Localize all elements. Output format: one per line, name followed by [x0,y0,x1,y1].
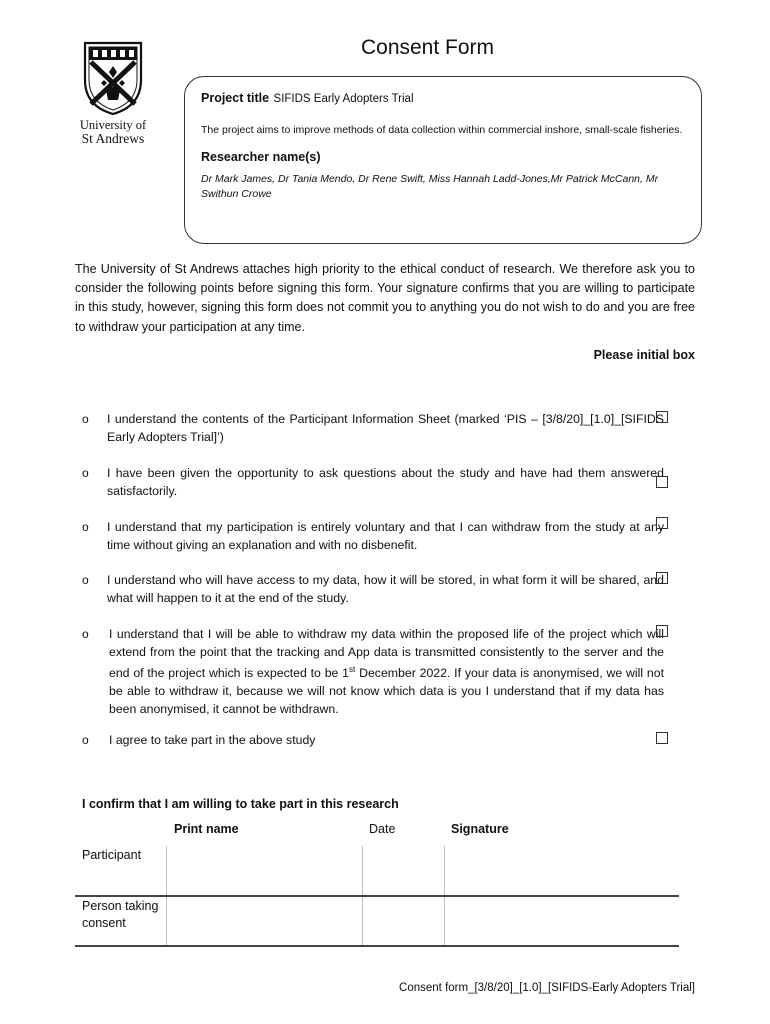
document-footer: Consent form_[3/8/20]_[1.0]_[SIFIDS-Early Adopters Trial] [399,982,695,994]
bullet-icon: o [82,466,89,480]
initial-checkbox[interactable] [656,572,668,584]
project-description: The project aims to improve methods of data collection within commercial inshore, small-scale fisheries. [201,124,683,136]
statement-text: I understand that my participation is entirely voluntary and that I can withdraw from the study at any time without giving an explanation and with no disbenefit. [107,520,664,552]
signature-field-participant-signature[interactable] [446,846,678,894]
intro-paragraph: The University of St Andrews attaches high priority to the ethical conduct of research. We therefore ask you to consider the following points before signing this form. Your signature confirms that you are willing to participate in this study, however, signing this form does not commit you to anything you do not wish to do and you are free to withdraw your participation at any time. [75,262,695,334]
project-title-value: SIFIDS Early Adopters Trial [273,93,414,105]
university-logo [74,40,154,146]
signature-field-participant-name[interactable] [168,846,361,894]
statement-text: I understand that I will be able to withdraw my data within the proposed life of the project which will extend from the point that the tracking and App data is transmitted consistently to the server and the end of the project which is expected to be 1st December 2022. If your data is anonymised, we will not be able to withdraw it, because we will not know which data is you I understand that if my data has been anonymised, it cannot be withdrawn. [109,627,664,717]
table-bottom-border [75,945,679,947]
initial-checkbox[interactable] [656,476,668,488]
consent-statement [82,410,664,446]
initial-checkbox[interactable] [656,625,668,637]
page-title: Consent Form [360,36,495,59]
signature-field-person-date[interactable] [364,897,443,944]
project-info-box [184,76,702,244]
university-crest-icon [82,40,144,116]
researcher-label: Researcher name(s) [201,150,321,164]
consent-statement [82,625,664,718]
confirm-heading: I confirm that I am willing to take part in this research [82,797,399,811]
bullet-icon: o [82,412,89,426]
researcher-names: Dr Mark James, Dr Tania Mendo, Dr Rene Swift, Miss Hannah Ladd-Jones,Mr Patrick McCann, Mr Swithun Crowe [201,173,659,200]
statement-text: I agree to take part in the above study [109,733,316,747]
row-label-person-taking-consent: Person taking consent [82,899,159,930]
consent-statement [82,518,664,554]
bullet-icon: o [82,573,89,587]
bullet-icon: o [82,627,89,641]
initial-checkbox[interactable] [656,517,668,529]
signature-field-person-signature[interactable] [446,897,678,944]
column-header-date: Date [369,822,396,836]
signature-field-person-name[interactable] [168,897,361,944]
column-header-print-name: Print name [174,822,239,836]
bullet-icon: o [82,520,89,534]
initial-box-label: Please initial box [593,348,695,362]
initial-checkbox[interactable] [656,732,668,744]
consent-statement [82,731,664,749]
initial-checkbox[interactable] [656,411,668,423]
consent-statement [82,571,664,607]
statement-text: I understand the contents of the Participant Information Sheet (marked ‘PIS – [3/8/20]_[1.0]_[SIFIDS Early Adopters Trial]’) [107,412,664,444]
statement-text: I understand who will have access to my data, how it will be stored, in what form it will be shared, and what will happen to it at the end of the study. [107,573,664,605]
university-name: University of St Andrews [79,118,147,146]
project-title-row [201,89,687,107]
column-header-signature: Signature [451,822,509,836]
bullet-icon: o [82,733,89,747]
row-label-participant: Participant [82,848,142,862]
project-title-label: Project title [201,91,270,105]
consent-statement [82,464,664,500]
statement-text: I have been given the opportunity to ask questions about the study and have had them answered satisfactorily. [107,466,664,498]
signature-field-participant-date[interactable] [364,846,443,894]
